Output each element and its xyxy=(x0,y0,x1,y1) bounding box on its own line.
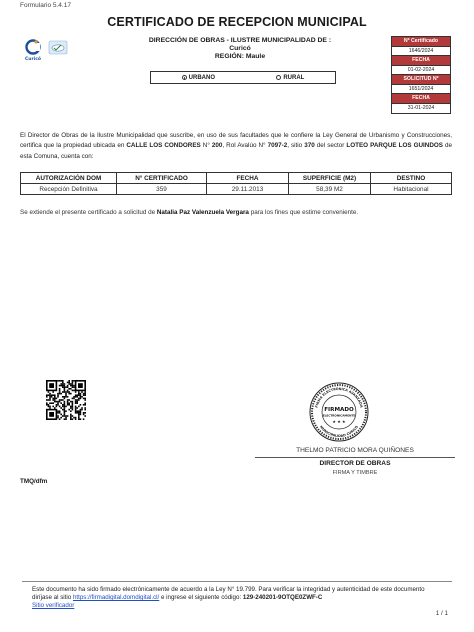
verifier-site-link[interactable]: Sitio verificador xyxy=(32,602,75,609)
table-cell: 58,39 M2 xyxy=(289,184,371,195)
footer-divider xyxy=(22,581,452,582)
property-address: CALLE LOS CONDORES xyxy=(126,142,201,150)
signer-title: DIRECTOR DE OBRAS xyxy=(319,460,391,467)
request-statement xyxy=(20,209,452,216)
body-text-4: , sitio xyxy=(287,142,303,150)
footer-text-2: e ingrese el siguiente código: xyxy=(161,594,242,601)
body-text-3: , Rol Avalúo N° xyxy=(222,142,266,150)
radio-urbano-icon[interactable] xyxy=(182,75,187,80)
body-text-6: de esta Comuna, cuenta con: xyxy=(20,142,453,160)
signer-subtitle: FIRMA Y TIMBRE xyxy=(332,470,378,476)
applicant-name: Natalia Paz Valenzuela Vergara xyxy=(156,209,249,216)
reception-table xyxy=(20,172,452,195)
radio-rural-icon[interactable] xyxy=(276,75,281,80)
table-header-row xyxy=(21,173,452,184)
header-line-1: DIRECCIÓN DE OBRAS - ILUSTRE MUNICIPALIDAD DE : xyxy=(148,37,332,44)
header-info xyxy=(110,37,370,61)
reference-initials: TMQ/dfm xyxy=(20,478,48,485)
request-number-label: SOLICITUD Nº xyxy=(392,75,450,85)
table-cell: 29.11.2013 xyxy=(207,184,289,195)
footer-text-1: Este documento ha sido firmado electrónicamente de acuerdo a la Ley N° 19.799. Para verificar la integridad y autenticidad de este documento diríjase al sitio xyxy=(32,586,425,601)
electronic-signature-seal xyxy=(308,381,370,443)
column-header: DESTINO xyxy=(371,173,452,184)
svg-text:FIRMA ELECTRÓNICA AVANZADA xyxy=(314,386,363,409)
logo-text: Curicó xyxy=(24,57,42,62)
seal-main-text: FIRMADO xyxy=(324,407,354,413)
form-code: Formulario 5.4.17 xyxy=(20,2,71,9)
request-number-value: 1651/2024 xyxy=(392,85,450,95)
verification-code: 129-240201-9OTQE0ZWF-C xyxy=(242,594,323,601)
body-text-2: N° xyxy=(202,142,210,150)
cert-date-label: FECHA xyxy=(392,56,450,66)
seal-icon xyxy=(308,381,370,443)
certification-paragraph xyxy=(20,131,452,162)
page-number: 1 / 1 xyxy=(435,610,448,617)
request-date-value: 31-01-2024 xyxy=(392,104,450,114)
request-text-2: para los fines que estime conveniente. xyxy=(250,209,359,216)
property-type-box xyxy=(150,71,336,84)
column-header: N° CERTIFICADO xyxy=(117,173,207,184)
column-header: FECHA xyxy=(207,173,289,184)
property-sector: LOTEO PARQUE LOS GUINDOS xyxy=(346,142,443,150)
municipality-logo-icon xyxy=(24,38,70,64)
body-text-5: del sector xyxy=(316,142,345,150)
footer-verification xyxy=(32,586,432,610)
seal-top-text: FIRMA ELECTRÓNICA AVANZADA xyxy=(314,386,364,409)
cert-number-label: Nº Certificado xyxy=(392,37,450,47)
table-row xyxy=(21,184,452,195)
request-text-1: Se extiende el presente certificado a solicitud de xyxy=(20,209,156,216)
request-date-label: FECHA xyxy=(392,94,450,104)
qr-code xyxy=(46,380,86,420)
column-header: SUPERFICIE (M2) xyxy=(289,173,371,184)
signer-name: THELMO PATRICIO MORA QUIÑONES xyxy=(296,447,414,454)
qr-code-icon xyxy=(46,380,86,420)
column-header: AUTORIZACIÓN DOM xyxy=(21,173,117,184)
cloud-badge-icon xyxy=(49,41,67,54)
seal-sub-text: ELECTRÓNICAMENTE xyxy=(322,413,356,418)
header-line-2: Curicó xyxy=(229,45,251,52)
verification-url-link[interactable]: https://firmadigital.domdigital.cl/ xyxy=(72,594,160,601)
municipality-logo xyxy=(24,38,70,64)
certificate-info-table xyxy=(391,36,451,114)
property-number: 200 xyxy=(211,142,223,150)
signature-line xyxy=(255,457,455,458)
body-text-1: El Director de Obras de la Ilustre Municipalidad que suscribe, en uso de sus facultades que le confiere la Ley General de Urbanismo y Construcciones, certifica que la propiedad ubicada en xyxy=(20,132,452,150)
header-line-3: REGIÓN: Maule xyxy=(214,53,266,60)
property-rol: 7097-2 xyxy=(267,142,288,150)
table-cell: Recepción Definitiva xyxy=(21,184,117,195)
svg-text:★ ★ ★: ★ ★ ★ xyxy=(332,419,346,424)
option-urbano-label: URBANO xyxy=(188,74,215,81)
option-rural[interactable] xyxy=(276,75,304,81)
cert-date-value: 01-02-2024 xyxy=(392,66,450,76)
seal-bottom-text: MUNICIPALIDAD CURICÓ xyxy=(318,424,360,439)
table-cell: Habitacional xyxy=(371,184,452,195)
option-urbano[interactable] xyxy=(182,75,215,81)
cert-number-value: 1646/2024 xyxy=(392,47,450,57)
table-cell: 359 xyxy=(117,184,207,195)
property-sitio: 370 xyxy=(304,142,315,150)
option-rural-label: RURAL xyxy=(283,74,305,81)
document-title: CERTIFICADO DE RECEPCION MUNICIPAL xyxy=(107,15,367,29)
